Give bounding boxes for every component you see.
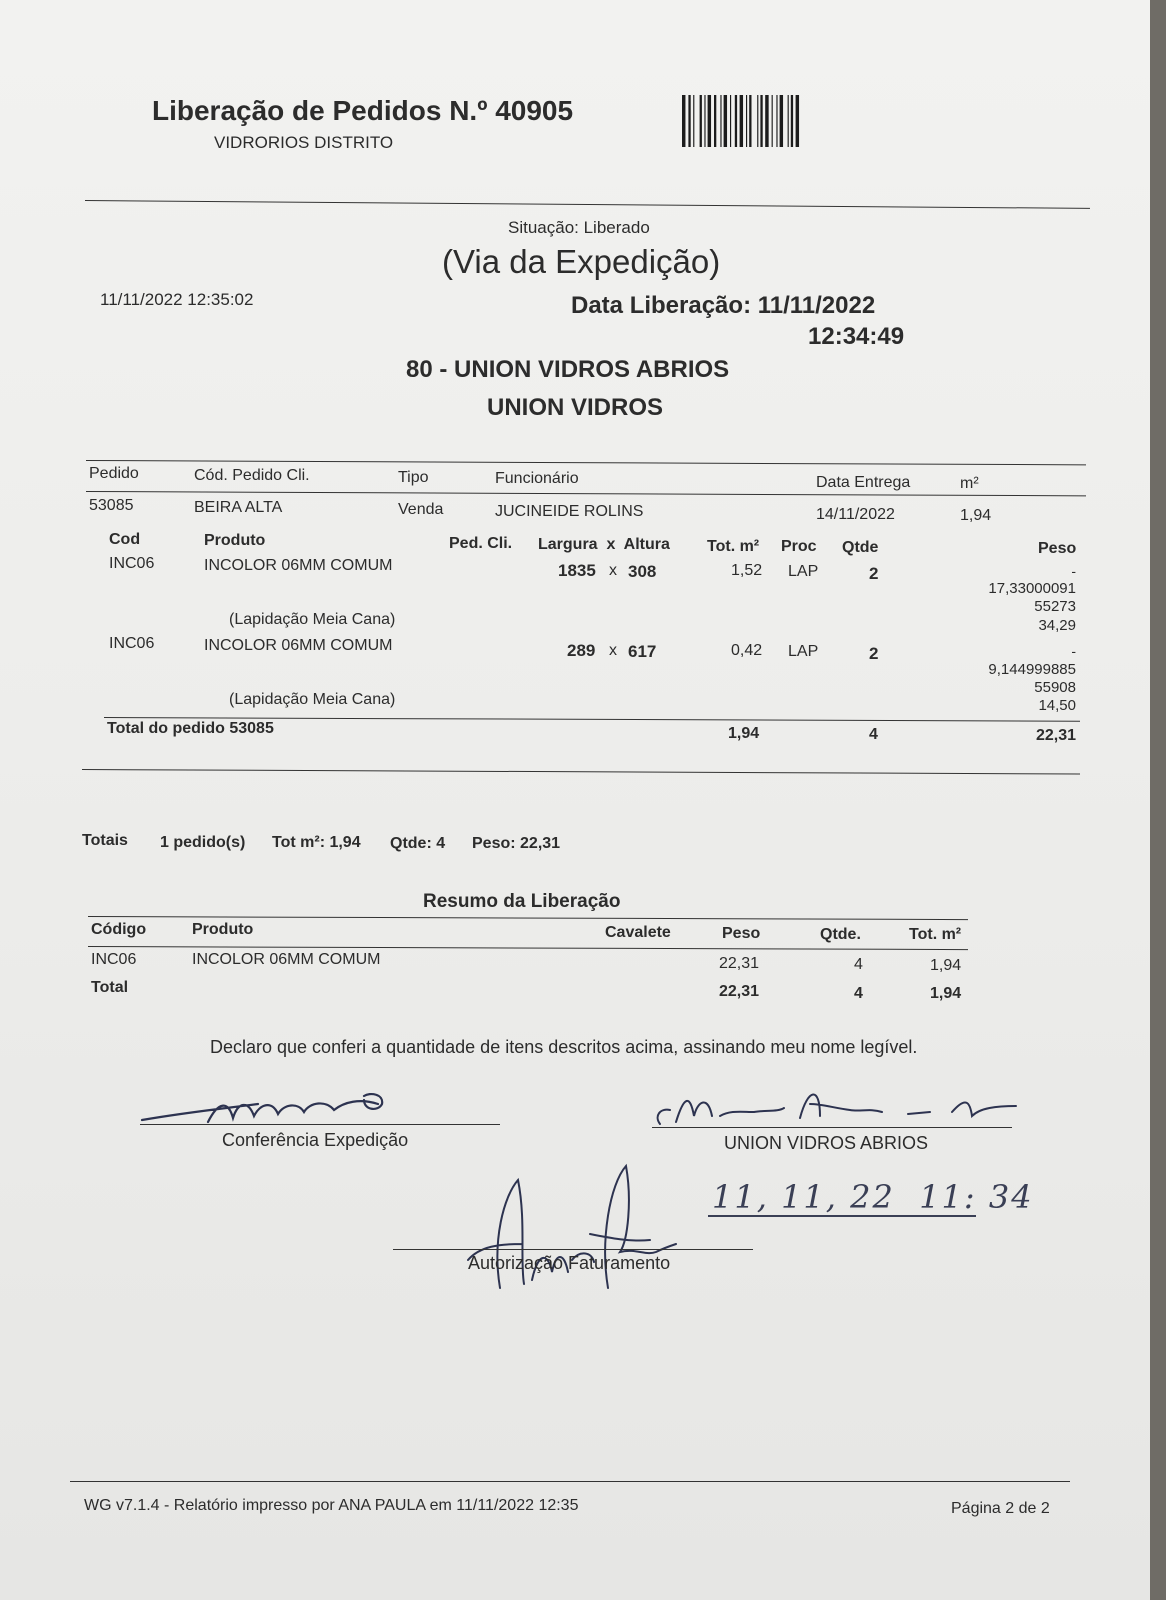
- item-1-cod: INC06: [109, 555, 155, 572]
- item-1-proc: LAP: [788, 563, 819, 580]
- order-total-qtde: 4: [869, 726, 878, 743]
- item-1-peso-line3: 34,29: [1038, 617, 1076, 634]
- col-m2: m²: [960, 475, 979, 492]
- printed-timestamp: 11/11/2022 12:35:02: [100, 290, 254, 309]
- items-col-peso: Peso: [1038, 540, 1077, 557]
- summary-col-qtde: Qtde.: [820, 926, 861, 943]
- summary-col-codigo: Código: [91, 921, 147, 938]
- items-col-proc: Proc: [781, 538, 817, 555]
- items-col-ped-cli: Ped. Cli.: [449, 535, 513, 552]
- summary-total-label: Total: [91, 979, 129, 996]
- client-signature: [650, 1082, 1030, 1132]
- item-1-peso-line2: 55273: [1034, 598, 1076, 615]
- item-2-peso-line2: 55908: [1034, 679, 1076, 696]
- totals-qtde: Qtde: 4: [390, 835, 446, 852]
- item-1-peso-dash: -: [1071, 563, 1076, 579]
- summary-row-peso: 22,31: [719, 955, 760, 972]
- col-data-entrega: Data Entrega: [816, 474, 911, 491]
- release-time: 12:34:49: [808, 323, 905, 350]
- item-1-qtde: 2: [869, 564, 879, 583]
- summary-header-rule: [88, 946, 968, 950]
- declaration-text: Declaro que conferi a quantidade de itens descritos acima, assinando meu nome legível.: [210, 1037, 918, 1057]
- summary-col-cavalete: Cavalete: [605, 924, 671, 941]
- summary-col-produto: Produto: [192, 921, 254, 938]
- item-2-peso-line3: 14,50: [1038, 697, 1076, 714]
- item-2-produto: INCOLOR 06MM COMUM: [204, 637, 393, 654]
- handwritten-date: 11, 11, 22 11: 34: [712, 1178, 1034, 1216]
- items-col-qtde: Qtde: [842, 539, 879, 556]
- order-number: 53085: [89, 497, 134, 514]
- col-cod-pedido-cli: Cód. Pedido Cli.: [194, 467, 310, 484]
- summary-total-tot-m2: 1,94: [930, 985, 962, 1002]
- col-tipo: Tipo: [398, 469, 429, 486]
- items-col-tot-m2: Tot. m²: [707, 538, 760, 555]
- autorizacao-label: Autorização Faturamento: [468, 1253, 671, 1273]
- order-type: Venda: [398, 501, 444, 518]
- item-2-qtde: 2: [869, 644, 879, 663]
- order-m2: 1,94: [960, 507, 992, 524]
- item-1-largura: 1835: [558, 561, 596, 580]
- item-2-x: x: [609, 642, 617, 659]
- summary-row-produto: INCOLOR 06MM COMUM: [192, 951, 381, 968]
- order-section-end-rule: [82, 769, 1080, 775]
- order-delivery-date: 14/11/2022: [816, 506, 895, 523]
- order-total-peso: 22,31: [1035, 727, 1076, 744]
- summary-col-tot-m2: Tot. m²: [909, 926, 962, 943]
- totals-peso: Peso: 22,31: [472, 835, 561, 852]
- conferencia-signature: [138, 1082, 398, 1128]
- item-2-altura: 617: [628, 642, 657, 661]
- item-2-cod: INC06: [109, 635, 155, 652]
- items-col-cod: Cod: [109, 531, 141, 548]
- items-col-produto: Produto: [204, 532, 266, 549]
- client-name-line2: UNION VIDROS: [487, 394, 664, 421]
- client-signature-line: [652, 1127, 1012, 1128]
- conferencia-signature-line: [140, 1124, 500, 1125]
- item-1-x: x: [609, 562, 617, 579]
- via-label: (Via da Expedição): [442, 243, 721, 280]
- item-2-largura: 289: [567, 641, 596, 660]
- order-client-code: BEIRA ALTA: [194, 499, 283, 516]
- order-total-m2: 1,94: [728, 725, 760, 742]
- item-2-tot-m2: 0,42: [731, 642, 763, 659]
- item-2-peso-line1: 9,144999885: [988, 661, 1076, 678]
- summary-row-qtde: 4: [854, 956, 863, 973]
- col-pedido: Pedido: [89, 465, 139, 482]
- summary-row-tot-m2: 1,94: [930, 957, 962, 974]
- header-divider: [85, 200, 1090, 209]
- footer-rule: [70, 1481, 1070, 1482]
- item-1-tot-m2: 1,52: [731, 562, 763, 579]
- summary-row-codigo: INC06: [91, 951, 137, 968]
- barcode: [682, 95, 858, 147]
- company-name: VIDRORIOS DISTRITO: [214, 133, 394, 152]
- order-total-label: Total do pedido 53085: [107, 720, 274, 737]
- col-funcionario: Funcionário: [495, 470, 579, 487]
- footer-page-number: Página 2 de 2: [951, 1500, 1050, 1517]
- totals-m2: Tot m²: 1,94: [272, 834, 361, 851]
- summary-total-qtde: 4: [854, 985, 863, 1002]
- handwritten-date-underline: [708, 1215, 976, 1217]
- item-1-produto: INCOLOR 06MM COMUM: [204, 557, 393, 574]
- totals-label: Totais: [82, 832, 128, 849]
- totals-pedidos: 1 pedido(s): [160, 834, 246, 851]
- client-signature-label: UNION VIDROS ABRIOS: [724, 1133, 929, 1153]
- item-1-process-note: (Lapidação Meia Cana): [229, 611, 396, 628]
- status-label: Situação: Liberado: [508, 218, 650, 237]
- item-2-proc: LAP: [788, 643, 819, 660]
- item-1-peso-line1: 17,33000091: [988, 580, 1076, 597]
- release-date: Data Liberação: 11/11/2022: [571, 292, 876, 319]
- footer-print-info: WG v7.1.4 - Relatório impresso por ANA PAULA em 11/11/2022 12:35: [84, 1497, 579, 1514]
- autorizacao-signature: [460, 1160, 680, 1300]
- item-2-peso-dash: -: [1071, 643, 1076, 659]
- item-1-altura: 308: [628, 562, 657, 581]
- summary-top-rule: [88, 916, 968, 920]
- document-title: Liberação de Pedidos N.º 40905: [152, 95, 574, 126]
- summary-title: Resumo da Liberação: [423, 891, 621, 912]
- item-2-process-note: (Lapidação Meia Cana): [229, 691, 396, 708]
- summary-col-peso: Peso: [722, 925, 761, 942]
- summary-total-peso: 22,31: [719, 983, 760, 1000]
- order-table-header-rule: [86, 491, 1086, 496]
- client-name-line1: 80 - UNION VIDROS ABRIOS: [406, 356, 730, 383]
- order-table-top-rule: [86, 460, 1086, 465]
- order-employee: JUCINEIDE ROLINS: [495, 503, 644, 520]
- autorizacao-signature-line: [393, 1249, 753, 1250]
- items-col-largura-altura: Largura x Altura: [538, 536, 670, 553]
- conferencia-label: Conferência Expedição: [222, 1130, 409, 1150]
